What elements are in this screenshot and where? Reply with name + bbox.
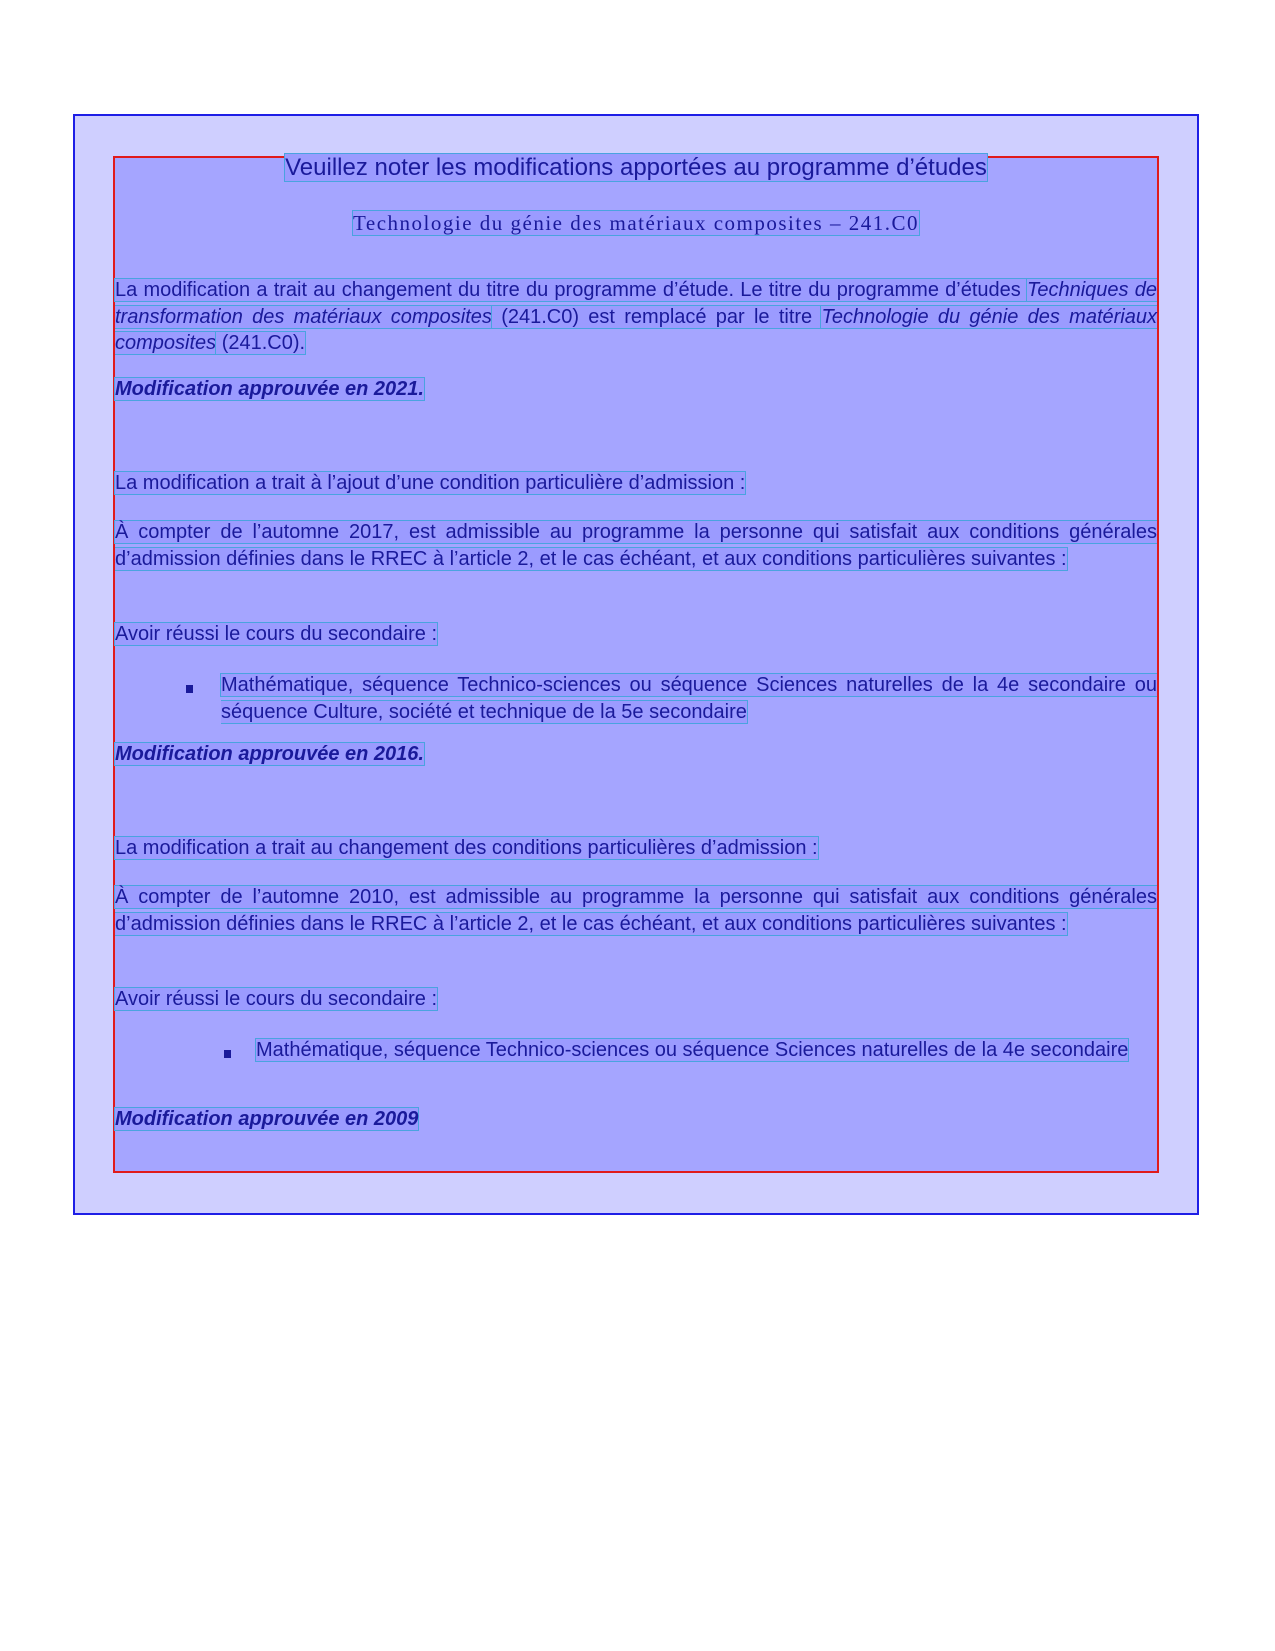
program-subtitle: Technologie du génie des matériaux composites – 241.C0 <box>353 211 919 235</box>
approval-note-2009: Modification approuvée en 2009 <box>115 1108 419 1130</box>
old-program-title: Techniques de transformation des matériaux composites <box>115 279 1157 328</box>
admission-addition-intro: La modification a trait à l’ajout d’une condition particulière d’admission : <box>115 472 746 494</box>
course-requirement-label: Avoir réussi le cours du secondaire : <box>115 623 438 645</box>
admission-conditions-2017: À compter de l’automne 2017, est admissible au programme la personne qui satisfait aux conditions générales d’admission définies dans le RREC à l’article 2, et le cas échéant, et aux conditions particulières suivantes : <box>115 521 1157 570</box>
new-program-title: Technologie du génie des matériaux composites <box>115 305 1157 354</box>
admission-change-intro: La modification a trait au changement des conditions particulières d’admission : <box>115 837 818 859</box>
admission-conditions-2010: À compter de l’automne 2010, est admissible au programme la personne qui satisfait aux conditions générales d’admission définies dans le RREC à l’article 2, et le cas échéant, et aux conditions particulières suivantes : <box>115 886 1157 935</box>
bullet-icon <box>186 685 193 693</box>
course-requirement-label-2: Avoir réussi le cours du secondaire : <box>115 988 438 1010</box>
approval-note-2021: Modification approuvée en 2021. <box>115 378 424 400</box>
approval-note-2016: Modification approuvée en 2016. <box>115 743 424 765</box>
title-change-paragraph: La modification a trait au changement du titre du programme d’étude. Le titre du programme d’études Techniques de transformation des matériaux composites (241.C0) est remplacé par le titre Technologie du génie des matériaux composites (241.C0). <box>115 279 1157 354</box>
bullet-icon <box>224 1050 231 1058</box>
page-title: Veuillez noter les modifications apportées au programme d’études <box>285 154 987 181</box>
